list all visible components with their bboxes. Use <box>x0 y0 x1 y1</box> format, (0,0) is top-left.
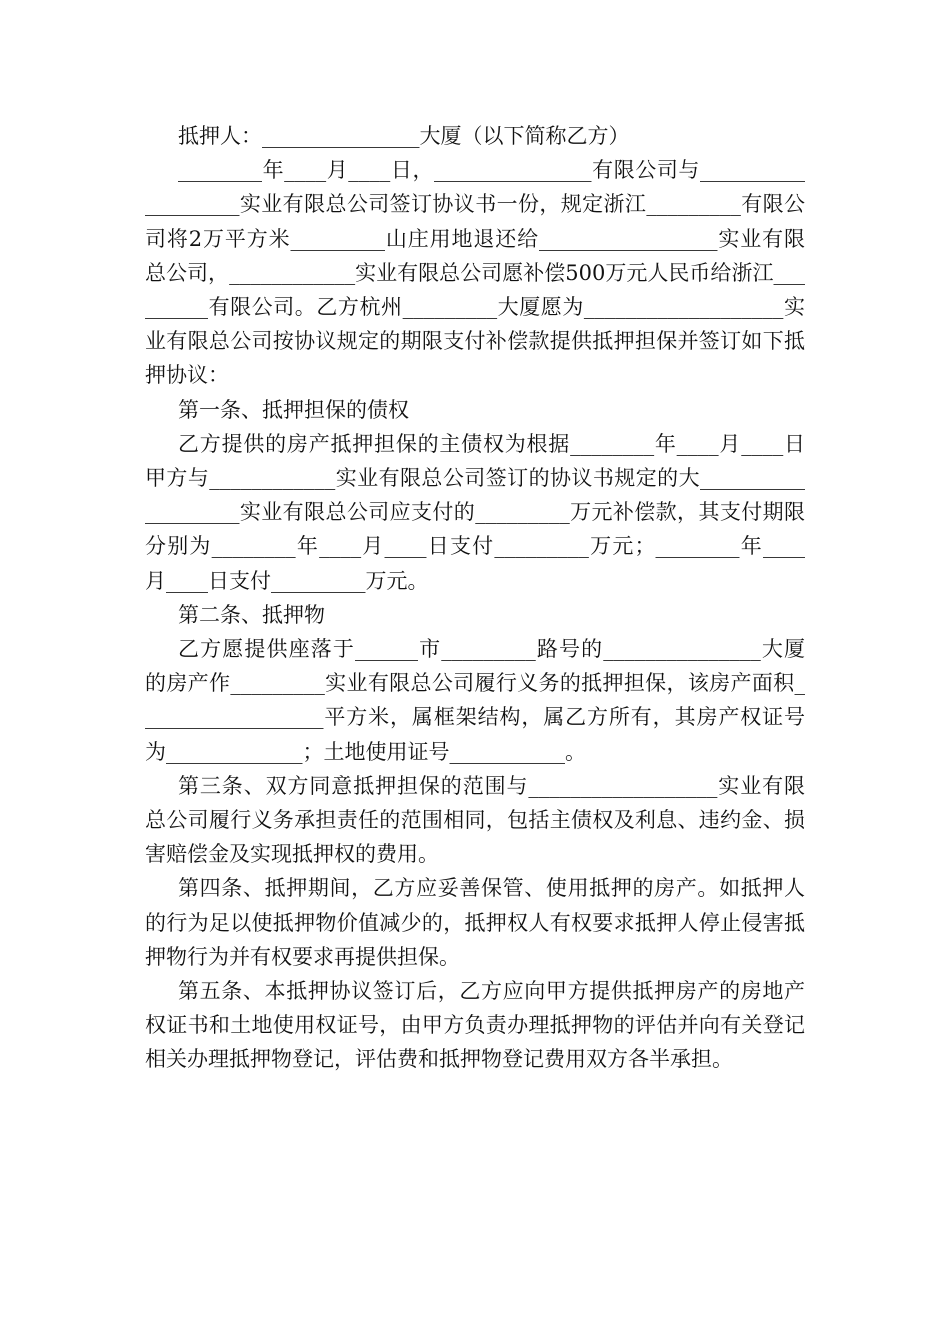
paragraph-background: ________年____月____日，_______________有限公司与___________________实业有限总公司签订协议书一份，规定浙江_________有限公司将2万平方米_________山庄用地退还给_________________实业有限总公司，____________实业有限总公司愿补偿500万元人民币给浙江_________有限公司。乙方杭州_________大厦愿为___________________实业有限总公司按协议规定的期限支付补偿款提供抵押担保并签订如下抵押协议： <box>145 158 805 388</box>
paragraph-article-2: 乙方愿提供座落于______市_________路号的_______________大厦的房产作_________实业有限总公司履行义务的抵押担保，该房产面积__________________平方米，属框架结构，属乙方所有，其房产权证号为_____________；土地使用证号___________。 <box>145 637 805 764</box>
paragraph-article-1: 乙方提供的房产抵押担保的主债权为根据________年____月____日甲方与____________实业有限总公司签订的协议书规定的大___________________实业有限总公司应支付的_________万元补偿款，其支付期限分别为________年____月____日支付_________万元；________年____月____日支付_________万元。 <box>145 431 805 593</box>
paragraph-article-3: 第三条、双方同意抵押担保的范围与__________________实业有限总公司履行义务承担责任的范围相同，包括主债权及利息、违约金、损害赔偿金及实现抵押权的费用。 <box>145 773 805 867</box>
paragraph-mortgagor: 抵押人：_______________大厦（以下简称乙方） <box>178 124 630 148</box>
paragraph-article-4: 第四条、抵押期间，乙方应妥善保管、使用抵押的房产。如抵押人的行为足以使抵押物价值减少的，抵押权人有权要求抵押人停止侵害抵押物行为并有权要求再提供担保。 <box>145 876 805 969</box>
heading-article-1: 第一条、抵押担保的债权 <box>178 397 409 422</box>
heading-article-2: 第二条、抵押物 <box>178 602 325 627</box>
contract-body <box>145 119 805 1077</box>
paragraph-article-5: 第五条、本抵押协议签订后，乙方应向甲方提供抵押房产的房地产权证书和土地使用权证号，由甲方负责办理抵押物的评估并向有关登记相关办理抵押物登记，评估费和抵押物登记费用双方各半承担。 <box>145 979 805 1072</box>
